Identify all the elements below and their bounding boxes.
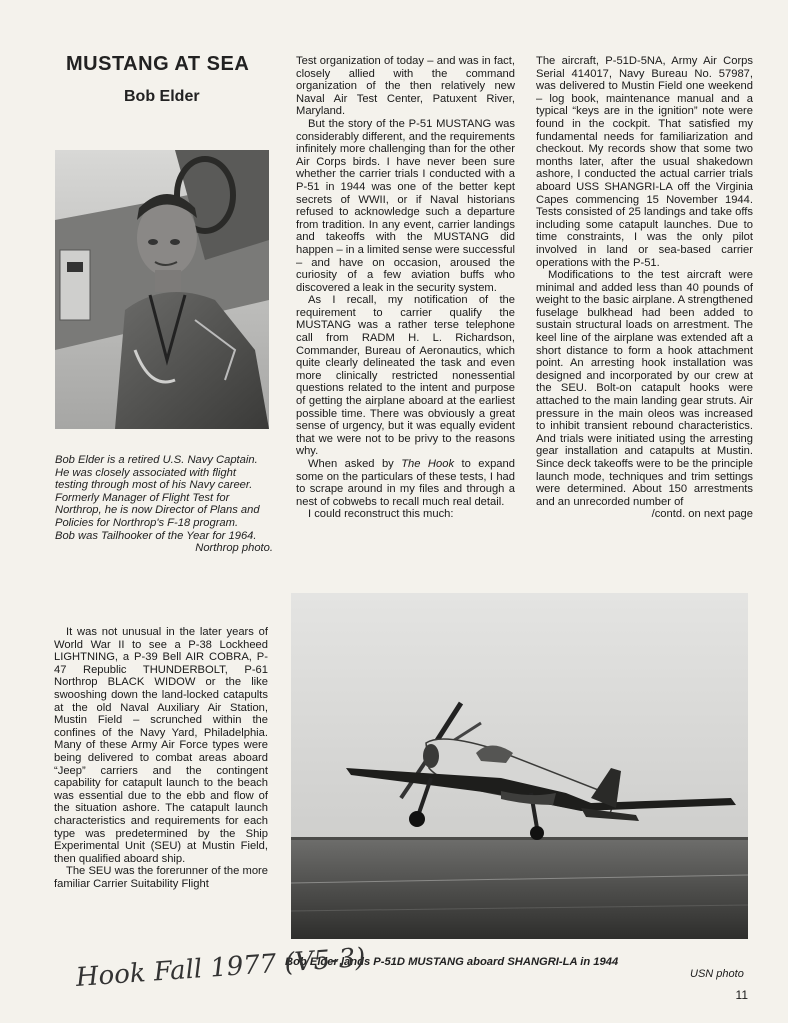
portrait-caption-line: Policies for Northrop's F-18 program. — [55, 516, 239, 529]
right-column-text — [536, 55, 753, 521]
portrait-caption-line: Formerly Manager of Flight Test for — [55, 491, 230, 504]
publication-name: The Hook — [401, 458, 455, 470]
page-number: 11 — [735, 988, 748, 1002]
text-run: to expand some on the particulars of these tests, I had to scrape around in my files and through a nest of cobwebs to recall much real detail. — [296, 458, 515, 508]
paragraph — [296, 458, 515, 508]
article-title: MUSTANG AT SEA — [66, 53, 250, 75]
portrait-photo — [55, 150, 269, 429]
portrait-caption-line: Bob Elder is a retired U.S. Navy Captain. — [55, 454, 258, 466]
plane-photo-caption: Bob Elder lands P-51D MUSTANG aboard SHANGRI-LA in 1944 — [285, 956, 619, 968]
portrait-credit: Northrop photo. — [195, 542, 273, 555]
paragraph: Modifications to the test aircraft were minimal and added less than 40 pounds of weight to the basic airplane. A strengthened fuselage bulkhead had been added to sustain structural loads on arrestment. The keel line of the airplane was extended aft a short distance to form a hook attachment point. An arresting hook installation was designed and incorporated by our crew at the SEU. Bolt-on catapult hooks were attached to the main landing gear struts. Air pressure in the main oleos was increased to inhibit transient rebound characteristics. And trials were initiated using the arresting gear installation and catapults at Mustin. Since deck takeoffs were to be the principle launch mode, techniques and trim settings were determined. About 150 arrestments and an unrecorded number of — [536, 269, 753, 508]
portrait-caption-line: Bob was Tailhooker of the Year for 1964. — [55, 529, 257, 542]
continued-note: /contd. on next page — [651, 508, 753, 521]
text-run: When asked by — [308, 458, 402, 470]
plane-photo-credit: USN photo — [690, 968, 744, 980]
handwritten-note: Hook Fall 1977 (V5-3) — [74, 942, 367, 993]
paragraph: As I recall, my notification of the requirement to carrier qualify the MUSTANG was a rather terse telephone call from RADM H. L. Richardson, Commander, Bureau of Aeronautics, which quite clearly delineated the task and even more clinically restricted nonessential questions related to the intent and purpose of getting the airplane aboard at the earliest possible time. There was obviously a great sense of urgency, but it was equally evident that we were not to be privy to the reasons why. — [296, 294, 515, 458]
paragraph: But the story of the P-51 MUSTANG was considerably different, and the requirements infinitely more challenging than for the other Air Corps birds. I have never been sure whether the carrier trials I conducted with a P-51 in 1944 was one of the better kept secrets of WWII, or if Naval historians refused to acknowledge such a departure from tradition. In any event, carrier landings and takeoffs with the MUSTANG did happen – in a limited sense were successful – and have on occasion, aroused the curiosity of a few aviation buffs who discovered a leak in the security system. — [296, 117, 515, 294]
portrait-caption — [55, 454, 273, 555]
paragraph: It was not unusual in the later years of World War II to see a P-38 Lockheed LIGHTNING, a P-39 Bell AIR COBRA, P-47 Republic THUNDERBOLT, P-61 Northrop BLACK WIDOW or the like swooshing down the land-locked catapults at the old Naval Auxiliary Air Station, Mustin Field – scrunched within the confines of the Navy Yard, Philadelphia. Many of these Army Air Force types were being delivered to combat areas aboard “Jeep” carriers and the contingent capability for catapult launch to the beach was essential due to the ebb and flow of the situation ashore. The catapult launch characteristics and requirements for each type was predetermined by the Ship Experimental Unit (SEU) at Mustin Field, then qualified aboard ship. — [54, 626, 268, 865]
left-column-text — [54, 626, 268, 890]
mustang-illustration — [291, 593, 748, 939]
paragraph: I could reconstruct this much: — [308, 508, 454, 521]
portrait-caption-line: testing through most of his Navy career. — [55, 479, 253, 492]
portrait-caption-line: He was closely associated with flight — [55, 466, 236, 479]
middle-column-text — [296, 55, 515, 521]
portrait-caption-line: Northrop, he is now Director of Plans and — [55, 504, 260, 517]
paragraph: The aircraft, P-51D-5NA, Army Air Corps Serial 414017, Navy Bureau No. 57987, was delivered to Mustin Field one weekend – log book, maintenance manual and a typical “keys are in the ignition” note were found in the cockpit. That satisfied my fundamental needs for familiarization and checkout. My records show that some two months later, after the usual shakedown ashore, I conducted the actual carrier trials aboard USS SHANGRI-LA off the Virginia Capes commencing 15 November 1944. Tests consisted of 25 landings and take offs including some catapult launches. Due to time constraints, I was the only pilot involved in land or sea-based carrier operations with the P-51. — [536, 55, 753, 269]
article-byline: Bob Elder — [124, 88, 200, 105]
paragraph: Test organization of today – and was in fact, closely allied with the command organization of the then relatively new Naval Air Test Center, Patuxent River, Maryland. — [296, 55, 515, 118]
portrait-illustration — [55, 150, 269, 429]
paragraph: The SEU was the forerunner of the more familiar Carrier Suitability Flight — [54, 865, 268, 890]
mustang-landing-photo — [291, 593, 748, 939]
